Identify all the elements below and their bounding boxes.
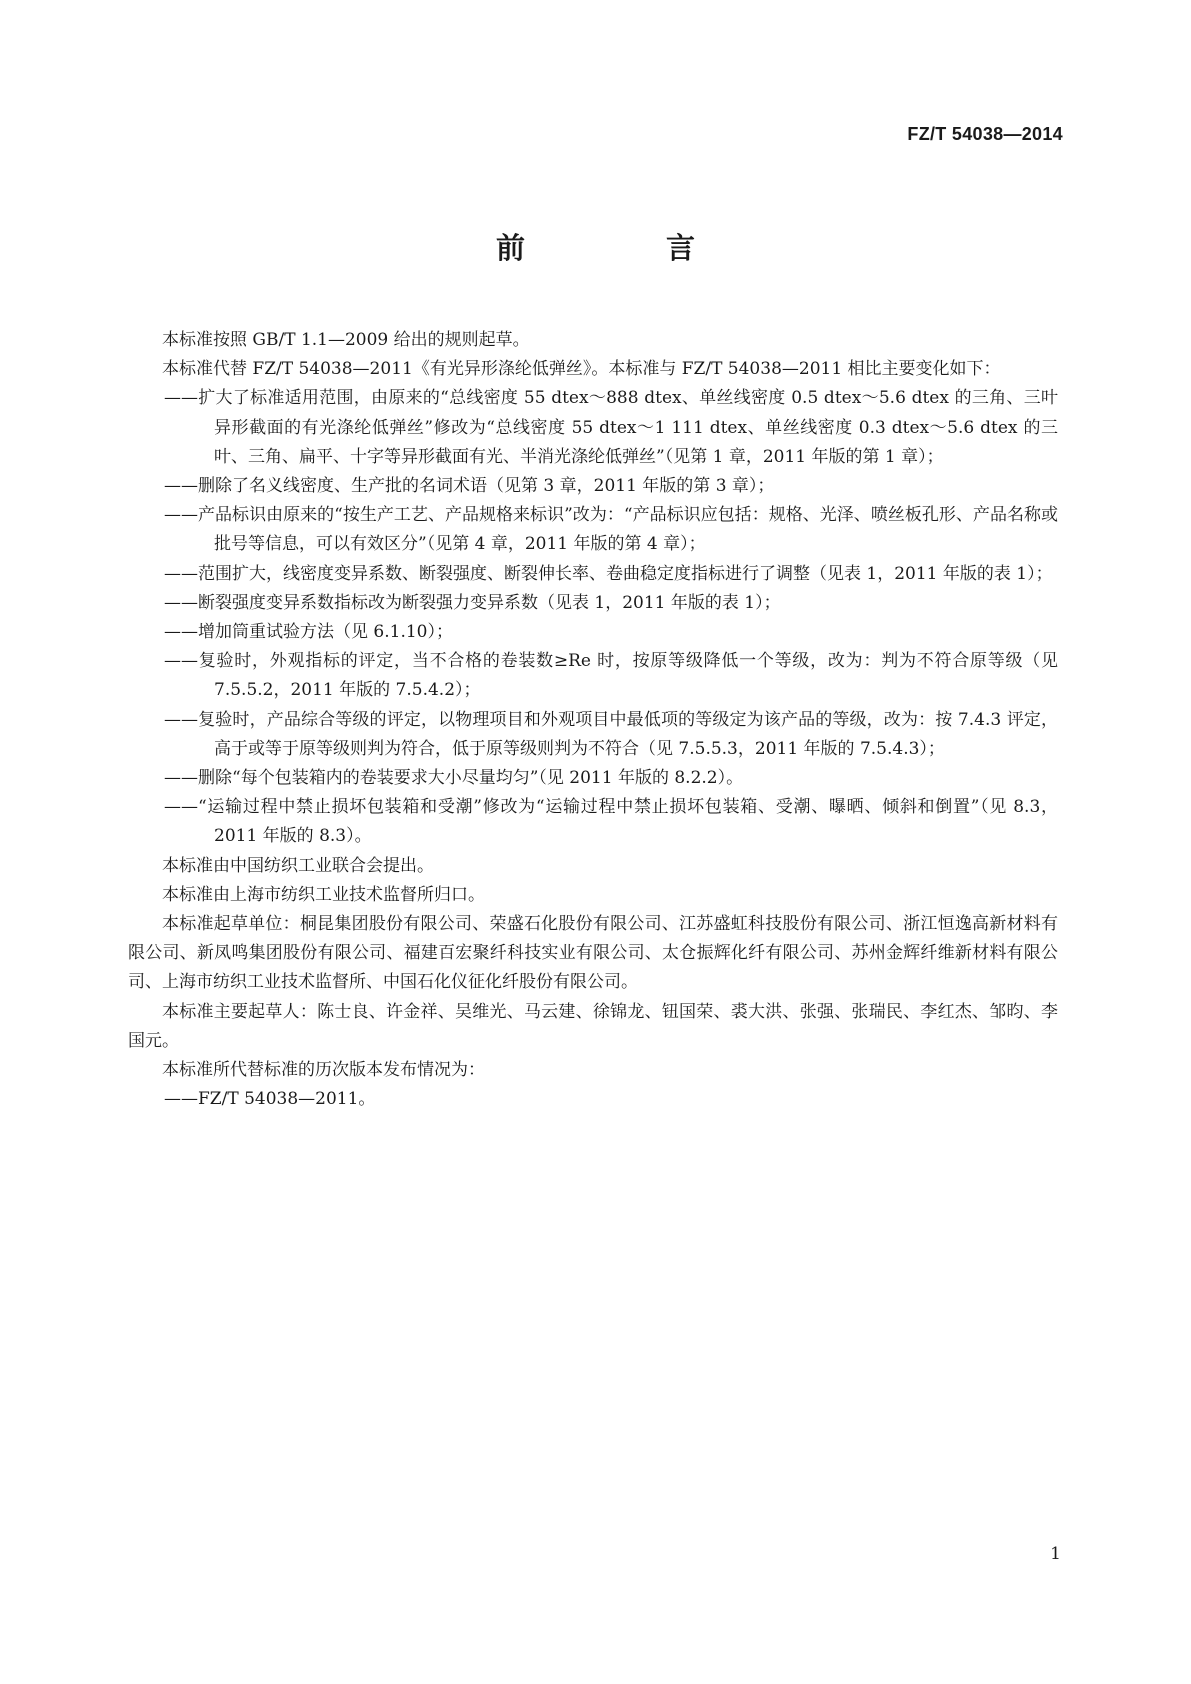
paragraph-proposer: 本标准由中国纺织工业联合会提出。 (162, 855, 434, 876)
paragraph-drafters: 本标准主要起草人：陈士良、许金祥、吴维光、马云建、徐锦龙、钮国荣、裘大洪、张强、张瑞民、李红杰、邹昀、李国元。 (128, 1001, 1058, 1051)
page-number: 1 (1050, 1544, 1061, 1564)
changes-list (128, 384, 1058, 851)
standard-code: FZ/T 54038—2014 (907, 124, 1063, 144)
change-item: ——删除“每个包装箱内的卷装要求大小尽量均匀”（见 2011 年版的 8.2.2）。 (164, 768, 744, 789)
change-item: ——复验时，产品综合等级的评定，以物理项目和外观项目中最低项的等级定为该产品的等级，改为：按 7.4.3 评定，高于或等于原等级则判为符合，低于原等级则判为不符合（见 7.5.5.3，2011 年版的 7.5.4.3）； (164, 709, 1058, 759)
paragraph-replacement: 本标准代替 FZ/T 54038—2011《有光异形涤纶低弹丝》。本标准与 FZ/T 54038—2011 相比主要变化如下： (162, 359, 1001, 380)
change-item: ——删除了名义线密度、生产批的名词术语（见第 3 章，2011 年版的第 3 章）； (164, 476, 775, 497)
change-item: ——“运输过程中禁止损坏包装箱和受潮”修改为“运输过程中禁止损坏包装箱、受潮、曝晒、倾斜和倒置”（见 8.3，2011 年版的 8.3）。 (164, 797, 1058, 847)
foreword-body (128, 326, 1058, 1114)
change-item: ——复验时，外观指标的评定，当不合格的卷装数≥Re 时，按原等级降低一个等级，改为：判为不符合原等级（见 7.5.5.2，2011 年版的 7.5.4.2）； (164, 651, 1058, 701)
paragraph-drafting-rules: 本标准按照 GB/T 1.1—2009 给出的规则起草。 (162, 330, 530, 350)
change-item: ——范围扩大，线密度变异系数、断裂强度、断裂伸长率、卷曲稳定度指标进行了调整（见表 1，2011 年版的表 1）； (164, 563, 1053, 584)
change-item: ——增加筒重试验方法（见 6.1.10）； (164, 622, 453, 643)
paragraph-history-intro: 本标准所代替标准的历次版本发布情况为： (162, 1060, 485, 1081)
history-item: ——FZ/T 54038—2011。 (164, 1089, 376, 1110)
change-item: ——扩大了标准适用范围，由原来的“总线密度 55 dtex～888 dtex、单丝线密度 0.5 dtex～5.6 dtex 的三角、三叶异形截面的有光涤纶低弹丝”修改为“总线密度 55 dtex～1 111 dtex、单丝线密度 0.3 dtex～5.6 dtex 的三叶、三角、扁平、十字等异形截面有光、半消光涤纶低弹丝”（见第 1 章，2011 年版的第 1 章）； (164, 388, 1058, 467)
paragraph-centralized: 本标准由上海市纺织工业技术监督所归口。 (162, 884, 485, 905)
paragraph-drafting-units: 本标准起草单位：桐昆集团股份有限公司、荣盛石化股份有限公司、江苏盛虹科技股份有限公司、浙江恒逸高新材料有限公司、新凤鸣集团股份有限公司、福建百宏聚纤科技实业有限公司、太仓振辉化纤有限公司、苏州金辉纤维新材料有限公司、上海市纺织工业技术监督所、中国石化仪征化纤股份有限公司。 (128, 914, 1058, 993)
change-item: ——断裂强度变异系数指标改为断裂强力变异系数（见表 1，2011 年版的表 1）； (164, 592, 781, 613)
page-title: 前 言 (495, 231, 751, 265)
change-item: ——产品标识由原来的“按生产工艺、产品规格来标识”改为：“产品标识应包括：规格、光泽、喷丝板孔形、产品名称或批号等信息，可以有效区分”（见第 4 章，2011 年版的第 4 章）； (164, 505, 1058, 555)
